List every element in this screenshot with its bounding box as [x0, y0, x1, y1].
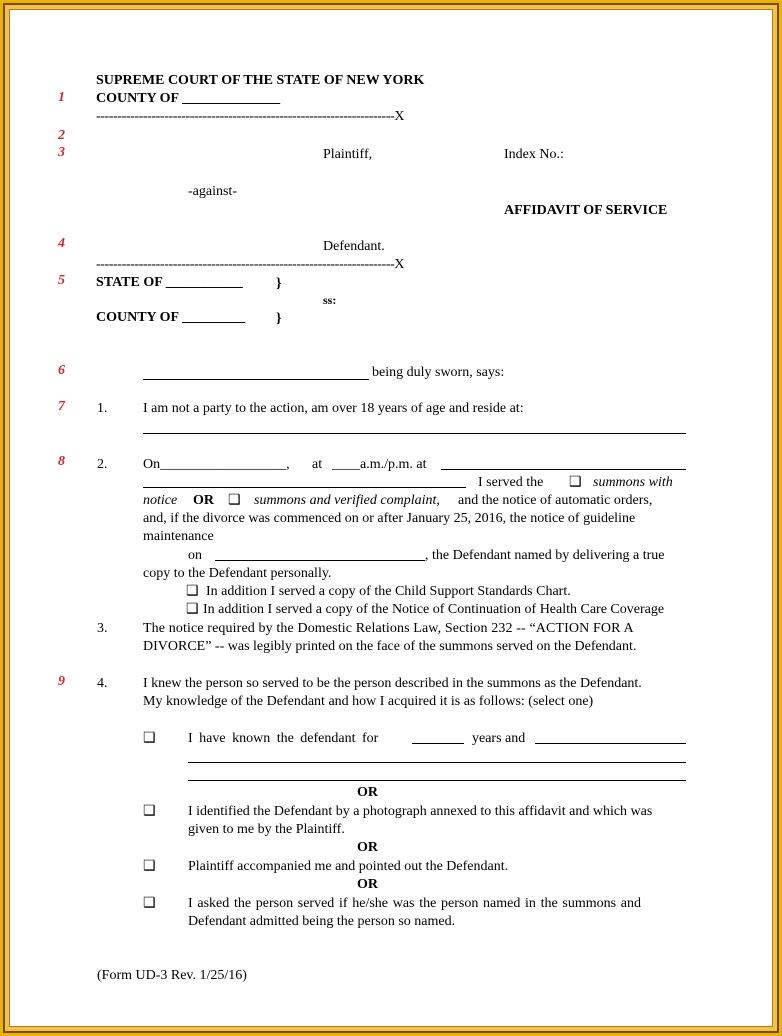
opt1-text-a: I have known the defendant for	[188, 731, 379, 746]
margin-number: 9	[58, 674, 65, 689]
location-blank[interactable]	[441, 469, 686, 470]
opt1-text-b: years and	[472, 731, 526, 746]
addition2-text: In addition I served a copy of the Notice of Continuation of Health Care Coverage	[203, 602, 665, 617]
item2-line3: and the notice of automatic orders,	[458, 493, 653, 508]
brace: }	[276, 276, 282, 291]
margin-number: 6	[58, 363, 65, 378]
item-number: 2.	[97, 457, 108, 472]
checkbox-summons-notice[interactable]: ❑	[569, 475, 582, 490]
item3-line1: The notice required by the Domestic Relations Law, Section 232 -- “ACTION FOR A	[143, 621, 634, 636]
caption-divider: ----------------------------------------------------------------------X	[96, 109, 405, 124]
checkbox-asked[interactable]: ❑	[143, 896, 156, 911]
or-separator: OR	[357, 785, 378, 800]
index-number-label: Index No.:	[504, 147, 564, 162]
known-blank-2[interactable]	[188, 762, 686, 763]
opt4-line2: Defendant admitted being the person so named.	[188, 914, 456, 929]
caption-divider: ----------------------------------------------------------------------X	[96, 257, 405, 272]
margin-number: 1	[58, 90, 65, 105]
margin-number: 4	[58, 236, 65, 251]
notice-label: notice	[143, 493, 178, 508]
item1-text: I am not a party to the action, am over 18 years of age and reside at:	[143, 401, 524, 416]
item-number: 1.	[97, 401, 108, 416]
item4-line1: I knew the person so served to be the person described in the summons as the Defendant.	[143, 676, 642, 691]
checkbox-photograph[interactable]: ❑	[143, 804, 156, 819]
or-separator: OR	[357, 840, 378, 855]
margin-number: 3	[58, 145, 65, 160]
years-blank[interactable]	[412, 743, 464, 744]
summons-verified-label: summons and verified complaint,	[254, 493, 440, 508]
item2-at: at	[312, 457, 323, 472]
addition1-text: In addition I served a copy of the Child Support Standards Chart.	[206, 584, 571, 599]
sworn-text: being duly sworn, says:	[372, 365, 505, 380]
item2-line7: copy to the Defendant personally.	[143, 566, 332, 581]
item2-on2: on	[188, 548, 202, 563]
plaintiff-label: Plaintiff,	[323, 147, 373, 162]
checkbox-child-support[interactable]: ❑	[186, 584, 199, 599]
ss-label: ss:	[323, 293, 337, 307]
form-number: (Form UD-3 Rev. 1/25/16)	[97, 968, 247, 983]
margin-number: 2	[58, 128, 65, 143]
state-of-line: STATE OF ___________	[96, 275, 243, 290]
item2-on: On__________________,	[143, 457, 290, 472]
known-blank-3[interactable]	[188, 780, 686, 781]
brace: }	[276, 311, 282, 326]
opt2-line2: given to me by the Plaintiff.	[188, 822, 345, 837]
item2-served: I served the	[478, 475, 544, 490]
margin-number: 8	[58, 454, 65, 469]
document-page	[9, 9, 773, 1027]
item2-line6: , the Defendant named by delivering a true	[425, 548, 665, 563]
margin-number: 7	[58, 399, 65, 414]
item-number: 3.	[97, 621, 108, 636]
checkbox-health-care[interactable]: ❑	[186, 602, 199, 617]
opt2-line1: I identified the Defendant by a photograph annexed to this affidavit and which was	[188, 804, 653, 819]
location-blank-2[interactable]	[143, 487, 466, 488]
margin-number: 5	[58, 273, 65, 288]
document-title: AFFIDAVIT OF SERVICE	[504, 203, 668, 218]
checkbox-accompanied[interactable]: ❑	[143, 859, 156, 874]
defendant-label: Defendant.	[323, 239, 385, 254]
checkbox-known[interactable]: ❑	[143, 731, 156, 746]
county-line: COUNTY OF ______________	[96, 91, 281, 106]
item3-line2: DIVORCE” -- was legibly printed on the face of the summons served on the Defendant.	[143, 639, 637, 654]
against-label: -against-	[188, 184, 237, 199]
address-blank[interactable]	[143, 433, 686, 434]
summons-with-label: summons with	[593, 475, 673, 490]
item2-line4: and, if the divorce was commenced on or after January 25, 2016, the notice of guideline	[143, 511, 636, 526]
date-blank[interactable]	[215, 560, 425, 561]
opt3-text: Plaintiff accompanied me and pointed out the Defendant.	[188, 859, 509, 874]
item2-line5: maintenance	[143, 529, 214, 544]
opt4-line1: I asked the person served if he/she was the person named in the summons and	[188, 896, 642, 911]
item4-line2: My knowledge of the Defendant and how I acquired it is as follows: (select one)	[143, 694, 594, 709]
or-separator: OR	[357, 877, 378, 892]
known-blank[interactable]	[535, 743, 686, 744]
or-label: OR	[193, 493, 214, 508]
item2-ampm: ____a.m./p.m. at	[332, 457, 427, 472]
court-name: SUPREME COURT OF THE STATE OF NEW YORK	[96, 73, 425, 88]
name-blank[interactable]	[143, 379, 369, 380]
county-of-line: COUNTY OF _________	[96, 310, 246, 325]
item-number: 4.	[97, 676, 108, 691]
checkbox-summons-verified[interactable]: ❑	[228, 493, 241, 508]
